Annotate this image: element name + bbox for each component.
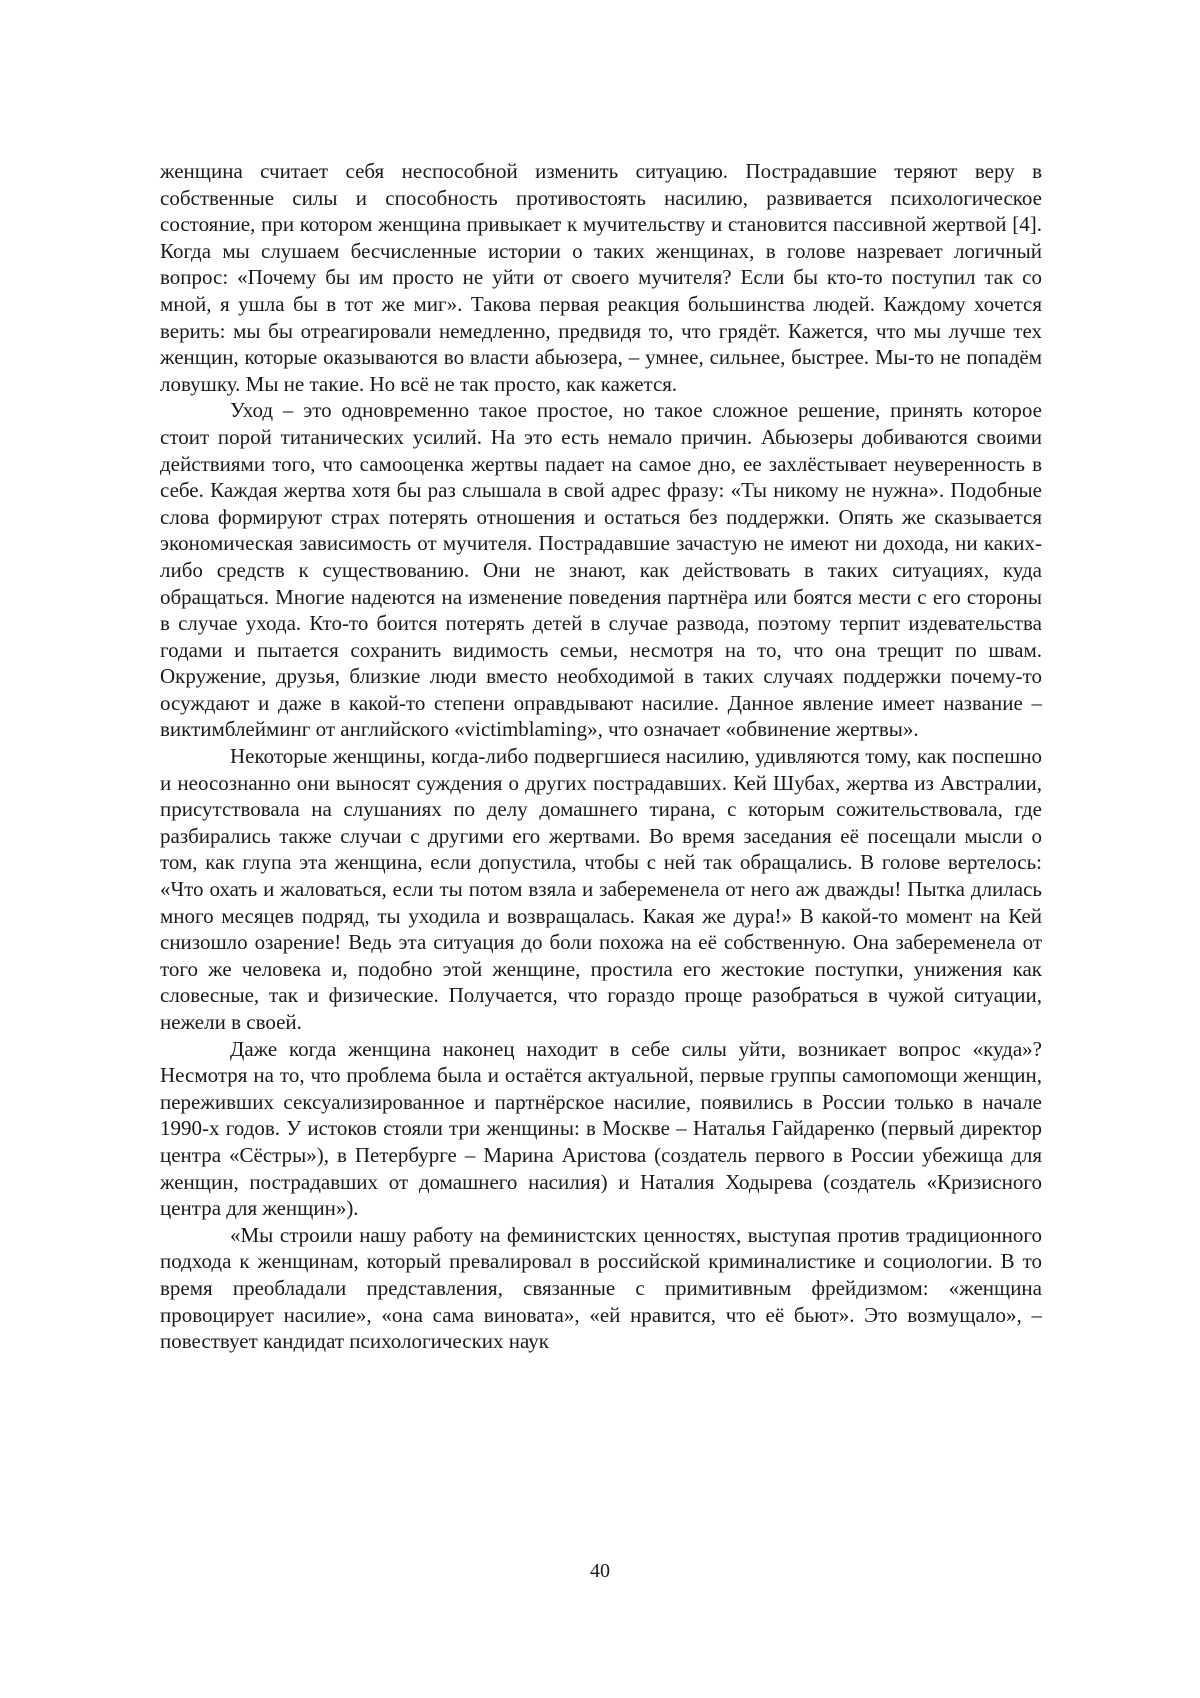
paragraph-2: Уход – это одновременно такое простое, но такое сложное решение, принять которое стоит порой титанических усилий. На это есть немало причин. Абьюзеры добиваются своими действиями того, что самооценка жертвы падает на самое дно, ее захлёстывает неуверенность в себе. Каждая жертва хотя бы раз слышала в свой адрес фразу: «Ты никому не нужна». Подобные слова формируют страх потерять отношения и остаться без поддержки. Опять же сказывается экономическая зависимость от мучителя. Пострадавшие зачастую не имеют ни дохода, ни каких-либо средств к существованию. Они не знают, как действовать в таких ситуациях, куда обращаться. Многие надеются на изменение поведения партнёра или боятся мести с его стороны в случае ухода. Кто-то боится потерять детей в случае развода, поэтому терпит издевательства годами и пытается сохранить видимость семьи, несмотря на то, что она трещит по швам. Окружение, друзья, близкие люди вместо необходимой в таких случаях поддержки почему-то осуждают и даже в какой-то степени оправдывают насилие. Данное явление имеет название – виктимблейминг от английского «victimblaming», что означает «обвинение жертвы». bbox=[160, 398, 1042, 742]
paragraph-5: «Мы строили нашу работу на феминистских ценностях, выступая против традиционного подхода к женщинам, который превалировал в российской криминалистике и социологии. В то время преобладали представления, связанные с примитивным фрейдизмом: «женщина провоцирует насилие», «она сама виновата», «ей нравится, что её бьют». Это возмущало», – повествует кандидат психологических наук bbox=[160, 1222, 1042, 1354]
document-body bbox=[160, 158, 1042, 1355]
paragraph-4: Даже когда женщина наконец находит в себе силы уйти, возникает вопрос «куда»? Несмотря на то, что проблема была и остаётся актуальной, первые группы самопомощи женщин, переживших сексуализированное и партнёрское насилие, появились в России только в начале 1990-х годов. У истоков стояли три женщины: в Москве – Наталья Гайдаренко (первый директор центра «Сёстры»), в Петербурге – Марина Аристова (создатель первого в России убежища для женщин, пострадавших от домашнего насилия) и Наталия Ходырева (создатель «Кризисного центра для женщин»). bbox=[160, 1036, 1042, 1221]
paragraph-1: женщина считает себя неспособной изменить ситуацию. Пострадавшие теряют веру в собственные силы и способность противостоять насилию, развивается психологическое состояние, при котором женщина привыкает к мучительству и становится пассивной жертвой [4]. Когда мы слушаем бесчисленные истории о таких женщинах, в голове назревает логичный вопрос: «Почему бы им просто не уйти от своего мучителя? Если бы кто-то поступил так со мной, я ушла бы в тот же миг». Такова первая реакция большинства людей. Каждому хочется верить: мы бы отреагировали немедленно, предвидя то, что грядёт. Кажется, что мы лучше тех женщин, которые оказываются во власти абьюзера, – умнее, сильнее, быстрее. Мы-то не попадём ловушку. Мы не такие. Но всё не так просто, как кажется. bbox=[160, 159, 1042, 396]
page-number: 40 bbox=[590, 1560, 610, 1582]
paragraph-3: Некоторые женщины, когда-либо подвергшиеся насилию, удивляются тому, как поспешно и неосознанно они выносят суждения о других пострадавших. Кей Шубах, жертва из Австралии, присутствовала на слушаниях по делу домашнего тирана, с которым сожительствовала, где разбирались также случаи с другими его жертвами. Во время заседания её посещали мысли о том, как глупа эта женщина, если допустила, чтобы с ней так обращались. В голове вертелось: «Что охать и жаловаться, если ты потом взяла и забеременела от него аж дважды! Пытка длилась много месяцев подряд, ты уходила и возвращалась. Какая же дура!» В какой-то момент на Кей снизошло озарение! Ведь эта ситуация до боли похожа на её собственную. Она забеременела от того же человека и, подобно этой женщине, простила его жестокие поступки, унижения как словесные, так и физические. Получается, что гораздо проще разобраться в чужой ситуации, нежели в своей. bbox=[160, 744, 1042, 1034]
